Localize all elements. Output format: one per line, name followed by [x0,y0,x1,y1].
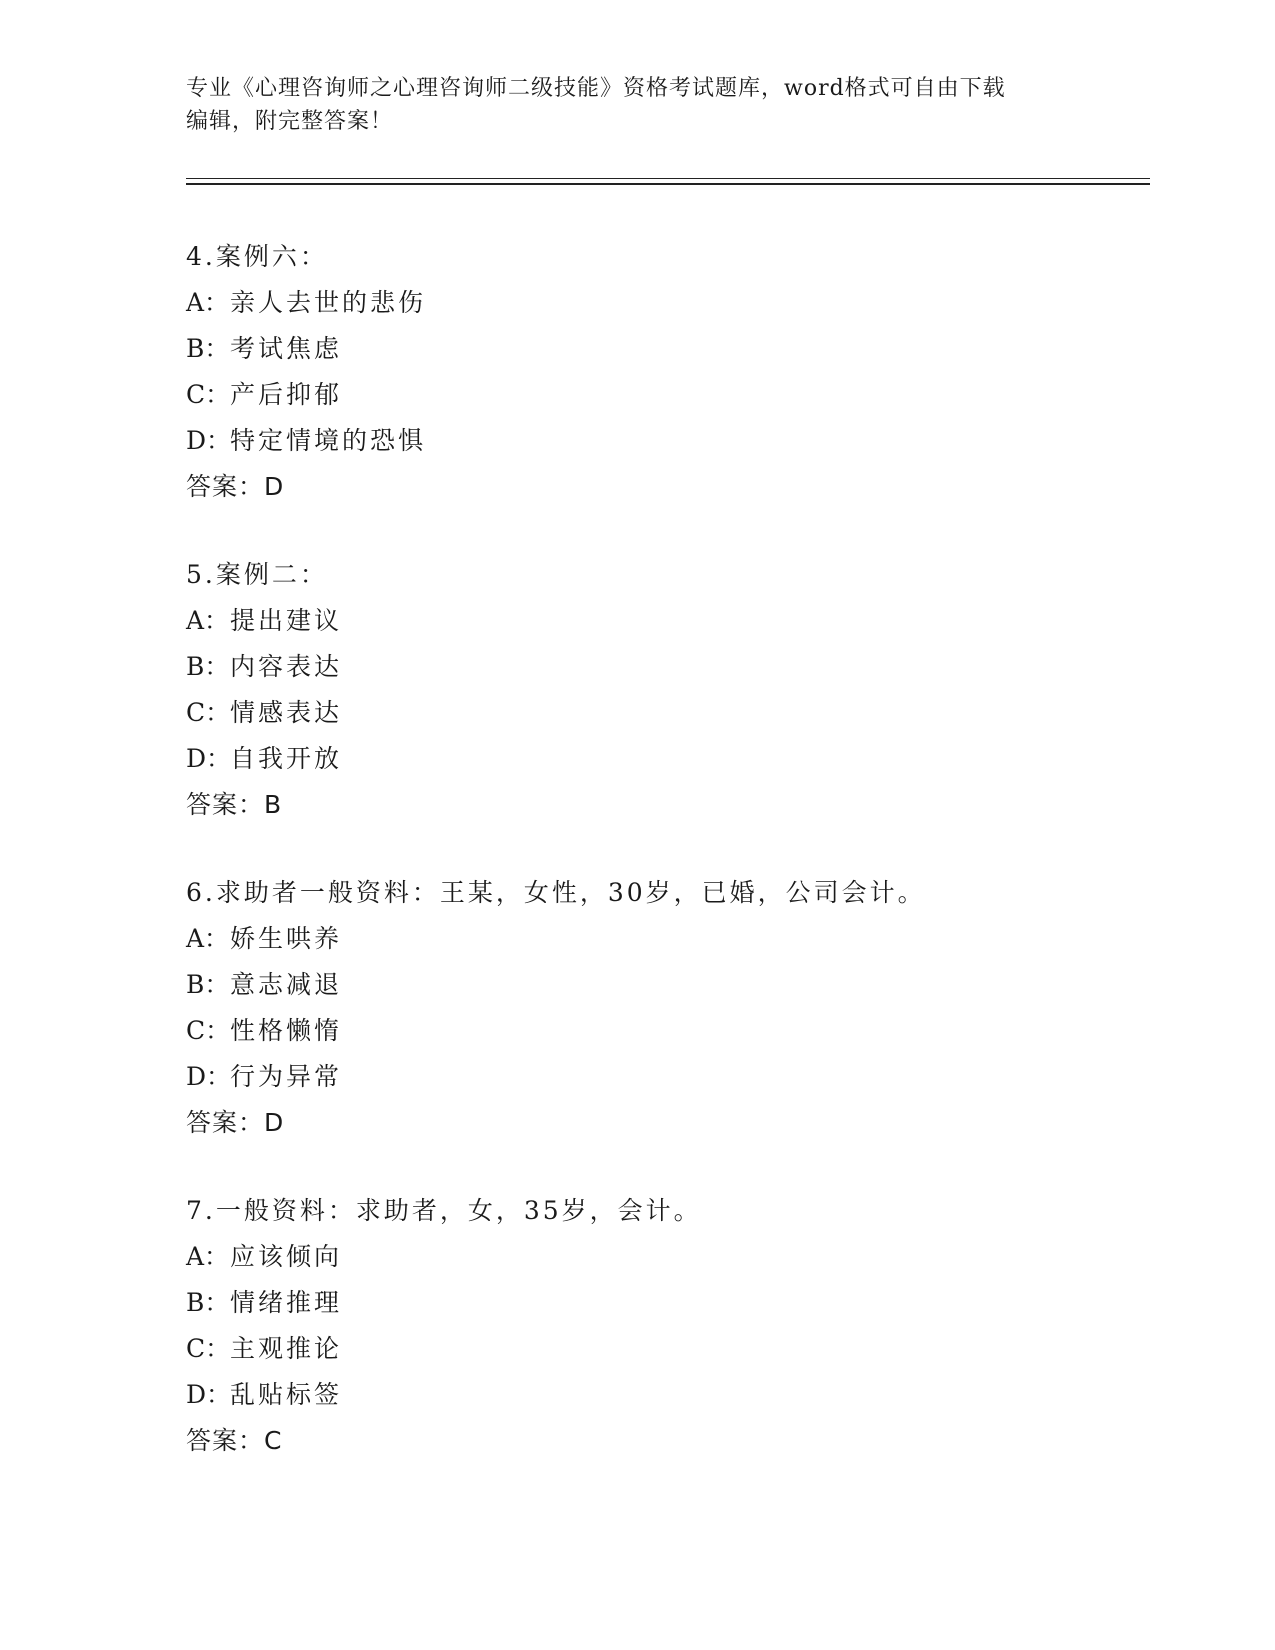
option-b [186,962,1146,1008]
option-text: 行为异常 [230,1062,343,1091]
option-text: 提出建议 [230,606,343,635]
option-key: A： [186,288,230,317]
question-stem: 7.一般资料：求助者，女，35岁，会计。 [186,1196,702,1225]
option-key: B： [186,970,230,999]
question-stem: 4.案例六： [186,242,328,271]
header-divider-thick [186,183,1150,185]
option-c [186,1008,1146,1054]
option-text: 产后抑郁 [230,380,343,409]
option-text: 意志减退 [230,970,343,999]
option-key: D： [186,1062,232,1091]
option-d [186,418,1146,464]
option-text: 亲人去世的悲伤 [230,288,427,317]
option-d [186,736,1146,782]
answer: 答案：D [186,1108,285,1137]
option-b [186,326,1146,372]
option-key: C： [186,698,231,727]
answer: 答案：C [186,1426,283,1455]
option-a [186,598,1146,644]
option-key: C： [186,1334,231,1363]
option-a [186,280,1146,326]
option-text: 内容表达 [230,652,343,681]
question-5 [186,552,1146,828]
option-text: 考试焦虑 [230,334,343,363]
document-header [186,72,1086,138]
option-text: 自我开放 [230,744,343,773]
option-text: 应该倾向 [230,1242,343,1271]
header-divider-thin [186,178,1150,179]
option-text: 主观推论 [230,1334,343,1363]
option-text: 乱贴标签 [230,1380,343,1409]
option-text: 性格懒惰 [230,1016,343,1045]
option-key: D： [186,1380,232,1409]
question-4 [186,234,1146,510]
option-key: A： [186,1242,230,1271]
option-a [186,916,1146,962]
option-key: B： [186,334,230,363]
option-c [186,690,1146,736]
option-key: B： [186,652,230,681]
option-text: 娇生哄养 [230,924,343,953]
option-a [186,1234,1146,1280]
option-text: 特定情境的恐惧 [230,426,427,455]
answer: 答案：B [186,790,283,819]
question-stem: 5.案例二： [186,560,328,589]
option-key: C： [186,1016,231,1045]
option-key: D： [186,426,232,455]
option-d [186,1372,1146,1418]
option-key: A： [186,606,230,635]
question-list [186,234,1146,1464]
header-line-1: 专业《心理咨询师之心理咨询师二级技能》资格考试题库，word格式可自由下载 [186,76,1006,101]
header-line-2: 编辑，附完整答案！ [186,109,394,134]
option-b [186,644,1146,690]
question-stem: 6.求助者一般资料：王某，女性，30岁，已婚，公司会计。 [186,878,926,907]
question-6 [186,870,1146,1146]
option-c [186,372,1146,418]
question-7 [186,1188,1146,1464]
option-key: A： [186,924,230,953]
option-key: B： [186,1288,230,1317]
option-c [186,1326,1146,1372]
option-b [186,1280,1146,1326]
option-text: 情绪推理 [230,1288,343,1317]
option-d [186,1054,1146,1100]
option-text: 情感表达 [230,698,343,727]
answer: 答案：D [186,472,285,501]
option-key: C： [186,380,231,409]
option-key: D： [186,744,232,773]
